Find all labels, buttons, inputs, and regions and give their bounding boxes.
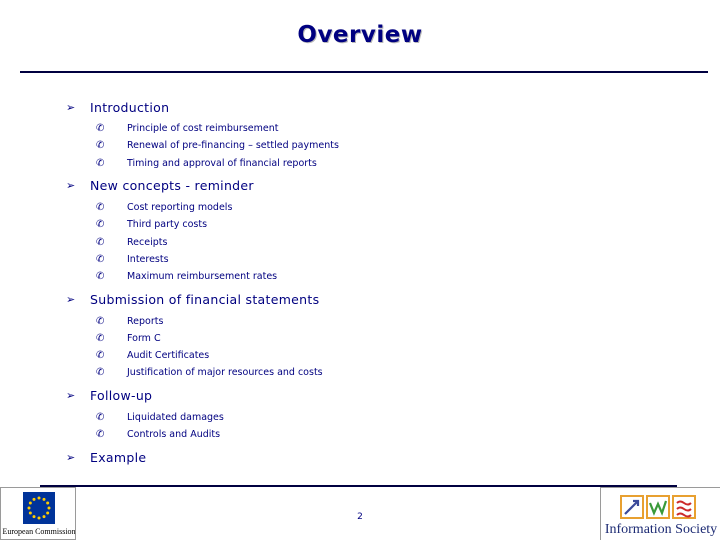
list-item xyxy=(66,347,686,364)
scissors-bullet-icon: ✆ xyxy=(96,367,105,379)
arrow-bullet-icon: ➢ xyxy=(66,179,76,193)
arrow-bullet-icon: ➢ xyxy=(66,450,76,464)
list-item-label: Receipts xyxy=(127,236,168,248)
eu-star-icon xyxy=(48,507,51,510)
list-item xyxy=(66,233,686,250)
section-heading xyxy=(66,98,686,116)
eu-star-icon xyxy=(29,512,32,515)
scissors-bullet-icon: ✆ xyxy=(96,236,105,248)
list-item xyxy=(66,155,686,172)
list-item-label: Audit Certificates xyxy=(127,350,210,362)
outline-section xyxy=(66,387,686,447)
scissors-bullet-icon: ✆ xyxy=(96,123,105,135)
page-number: 2 xyxy=(357,512,363,522)
scissors-bullet-icon: ✆ xyxy=(96,140,105,152)
scissors-bullet-icon: ✆ xyxy=(96,253,105,265)
european-commission-logo xyxy=(0,487,76,540)
list-item-label: Principle of cost reimbursement xyxy=(127,123,279,135)
eu-star-icon xyxy=(28,507,31,510)
scissors-bullet-icon: ✆ xyxy=(96,350,105,362)
arrow-bullet-icon: ➢ xyxy=(66,100,76,114)
eu-star-icon xyxy=(46,512,49,515)
scissors-bullet-icon: ✆ xyxy=(96,202,105,214)
section-heading xyxy=(66,290,686,308)
list-item xyxy=(66,199,686,216)
scissors-bullet-icon: ✆ xyxy=(96,411,105,423)
title-divider xyxy=(20,71,708,73)
list-item xyxy=(66,268,686,285)
section-heading xyxy=(66,387,686,405)
information-society-label: Information Society xyxy=(604,522,718,537)
list-item-label: Interests xyxy=(127,253,169,265)
list-item-label: Form C xyxy=(127,332,161,344)
outline-section xyxy=(66,177,686,288)
eu-star-icon xyxy=(43,515,46,518)
eu-star-icon xyxy=(43,498,46,501)
list-item-label: Renewal of pre-financing – settled payments xyxy=(127,140,339,152)
outline-list xyxy=(66,98,686,466)
section-label: Example xyxy=(90,449,147,465)
list-item-label: Cost reporting models xyxy=(127,202,233,214)
list-item xyxy=(66,426,686,443)
scissors-bullet-icon: ✆ xyxy=(96,315,105,327)
list-item-label: Timing and approval of financial reports xyxy=(127,157,317,169)
list-item xyxy=(66,120,686,137)
eu-flag-icon xyxy=(23,492,55,524)
scissors-bullet-icon: ✆ xyxy=(96,332,105,344)
eu-star-icon xyxy=(38,497,41,500)
outline-section xyxy=(66,290,686,384)
list-item-label: Justification of major resources and costs xyxy=(127,367,323,379)
sub-item-list xyxy=(66,195,686,288)
list-item-label: Maximum reimbursement rates xyxy=(127,271,278,283)
slide-title: Overview xyxy=(297,22,423,48)
list-item-label: Third party costs xyxy=(127,219,208,231)
list-item xyxy=(66,409,686,426)
sub-item-list xyxy=(66,116,686,175)
section-label: Submission of financial statements xyxy=(90,291,320,307)
section-label: Follow-up xyxy=(90,388,153,404)
list-item-label: Liquidated damages xyxy=(127,411,224,423)
eu-star-icon xyxy=(29,502,32,505)
scissors-bullet-icon: ✆ xyxy=(96,219,105,231)
outline-section xyxy=(66,448,686,466)
eu-star-icon xyxy=(33,515,36,518)
eu-star-icon xyxy=(38,517,41,520)
section-label: New concepts - reminder xyxy=(90,178,254,194)
scissors-bullet-icon: ✆ xyxy=(96,429,105,440)
eu-star-icon xyxy=(46,502,49,505)
footer-divider xyxy=(40,485,677,487)
sub-item-list xyxy=(66,405,686,447)
list-item xyxy=(66,251,686,268)
information-society-logo xyxy=(600,487,720,540)
european-commission-label: European Commission xyxy=(2,527,76,536)
section-heading xyxy=(66,177,686,195)
list-item xyxy=(66,330,686,347)
scissors-bullet-icon: ✆ xyxy=(96,157,105,169)
eu-star-icon xyxy=(33,498,36,501)
sub-item-list xyxy=(66,308,686,384)
list-item-label: Reports xyxy=(127,315,164,327)
arrow-bullet-icon: ➢ xyxy=(66,389,76,403)
list-item xyxy=(66,312,686,329)
arrow-bullet-icon: ➢ xyxy=(66,292,76,306)
information-society-icon xyxy=(620,491,702,521)
section-heading xyxy=(66,448,686,466)
list-item xyxy=(66,137,686,154)
list-item-label: Controls and Audits xyxy=(127,429,221,440)
outline-section xyxy=(66,98,686,175)
section-label: Introduction xyxy=(90,99,170,115)
list-item xyxy=(66,216,686,233)
scissors-bullet-icon: ✆ xyxy=(96,271,105,283)
list-item xyxy=(66,364,686,381)
